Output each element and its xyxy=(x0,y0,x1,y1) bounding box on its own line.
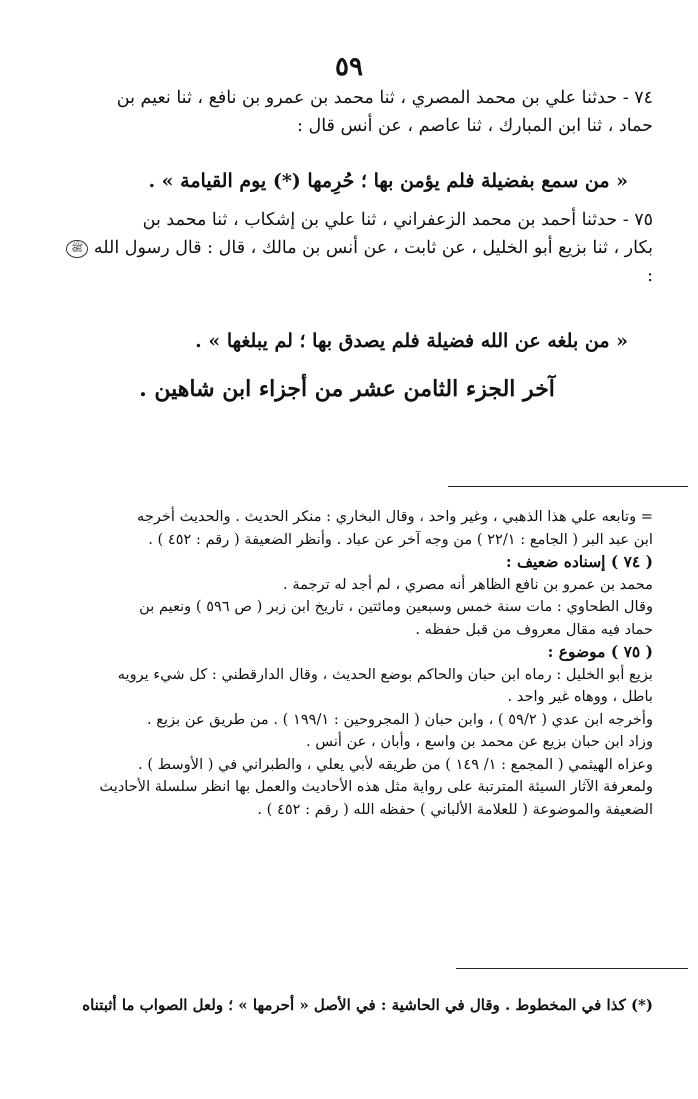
footnote-75-line-3: وأخرجه ابن عدي ( ٥٩/٢ ) ، وابن حبان ( المجروحين : ١٩٩/١ ) . من طريق عن بزيع . xyxy=(146,710,653,728)
footnote-continuation-2: ابن عبد البر ( الجامع : ٢٢/١ ) من وجه آخر عن عباد . وأنظر الضعيفة ( رقم : ٤٥٢ ) . xyxy=(148,530,653,548)
page-number: ٥٩ xyxy=(335,52,363,82)
footnote-continuation-1: = وتابعه علي هذا الذهبي ، وغير واحد ، وقال البخاري : منكر الحديث . والحديث أخرجه xyxy=(137,508,653,525)
footnote-74-heading: ( ٧٤ ) إسناده ضعيف : xyxy=(505,552,653,571)
footnote-75-line-4: وزاد ابن حبان بزيع عن محمد بن واسع ، وأبان ، عن أنس . xyxy=(305,733,653,750)
hadith-75-line-2-text: بكار ، ثنا بزيع أبو الخليل ، عن ثابت ، عن أنس بن مالك ، قال : قال رسول الله xyxy=(93,238,653,258)
footnote-75-line-6: ولمعرفة الآثار السيئة المترتبة على رواية مثل هذه الأحاديث والعمل بها انظر سلسلة الأحاديث xyxy=(99,778,653,795)
hadith-75-matn: « من بلغه عن الله فضيلة فلم يصدق بها ؛ لم يبلغها » . xyxy=(195,330,628,352)
hadith-74-line-2: حماد ، ثنا ابن المبارك ، ثنا عاصم ، عن أنس قال : xyxy=(297,116,653,136)
footnote-75-line-7: الضعيفة والموضوعة ( للعلامة الألباني ) حفظه الله ( رقم : ٤٥٢ ) . xyxy=(257,800,653,818)
hadith-74-isnad xyxy=(41,84,653,140)
footnote-75-line-1: بزيع أبو الخليل : رماه ابن حبان والحاكم بوضع الحديث ، وقال الدارقطني : كل شيء يرويه xyxy=(117,665,653,683)
hadith-74-line-1: ٧٤ - حدثنا علي بن محمد المصري ، ثنا محمد بن عمرو بن نافع ، ثنا نعيم بن xyxy=(116,88,653,108)
footnotes xyxy=(41,506,653,821)
footnote-74-line-2: وقال الطحاوي : مات سنة خمس وسبعين ومائتين ، تاريخ ابن زبر ( ص ٥٩٦ ) ونعيم بن xyxy=(139,598,653,615)
footnote-75-heading: ( ٧٥ ) موضوع : xyxy=(547,642,653,661)
footnote-74-line-1: محمد بن عمرو بن نافع الظاهر أنه مصري ، لم أجد له ترجمة . xyxy=(283,575,653,593)
hadith-75-line-2 xyxy=(41,234,653,262)
hadith-74-matn: « من سمع بفضيلة فلم يؤمن بها ؛ حُرِمها (*) يوم القيامة » . xyxy=(148,170,628,192)
salawat-seal-icon: ﷺ xyxy=(66,240,88,258)
footnote-divider xyxy=(448,486,688,487)
footnote-74-line-3: حماد فيه مقال معروف من قبل حفظه . xyxy=(415,620,653,638)
footnote-75-line-5: وعزاه الهيثمي ( المجمع : ١/ ١٤٩ ) من طريقه لأبي يعلي ، والطبراني في ( الأوسط ) . xyxy=(138,755,653,773)
star-footnote: (*) كذا في المخطوط . وقال في الحاشية : في الأصل « أحرمها » ؛ ولعل الصواب ما أثبتناه xyxy=(82,996,653,1014)
hadith-75-line-3: : xyxy=(647,266,653,286)
hadith-75-isnad xyxy=(41,206,653,290)
footnote-75-line-2: باطل ، ووهاه غير واحد . xyxy=(507,688,653,705)
star-note-divider xyxy=(456,968,688,969)
hadith-75-line-1: ٧٥ - حدثنا أحمد بن محمد الزعفراني ، ثنا علي بن إشكاب ، ثنا محمد بن xyxy=(142,210,653,230)
closing-statement: آخر الجزء الثامن عشر من أجزاء ابن شاهين . xyxy=(139,376,555,402)
